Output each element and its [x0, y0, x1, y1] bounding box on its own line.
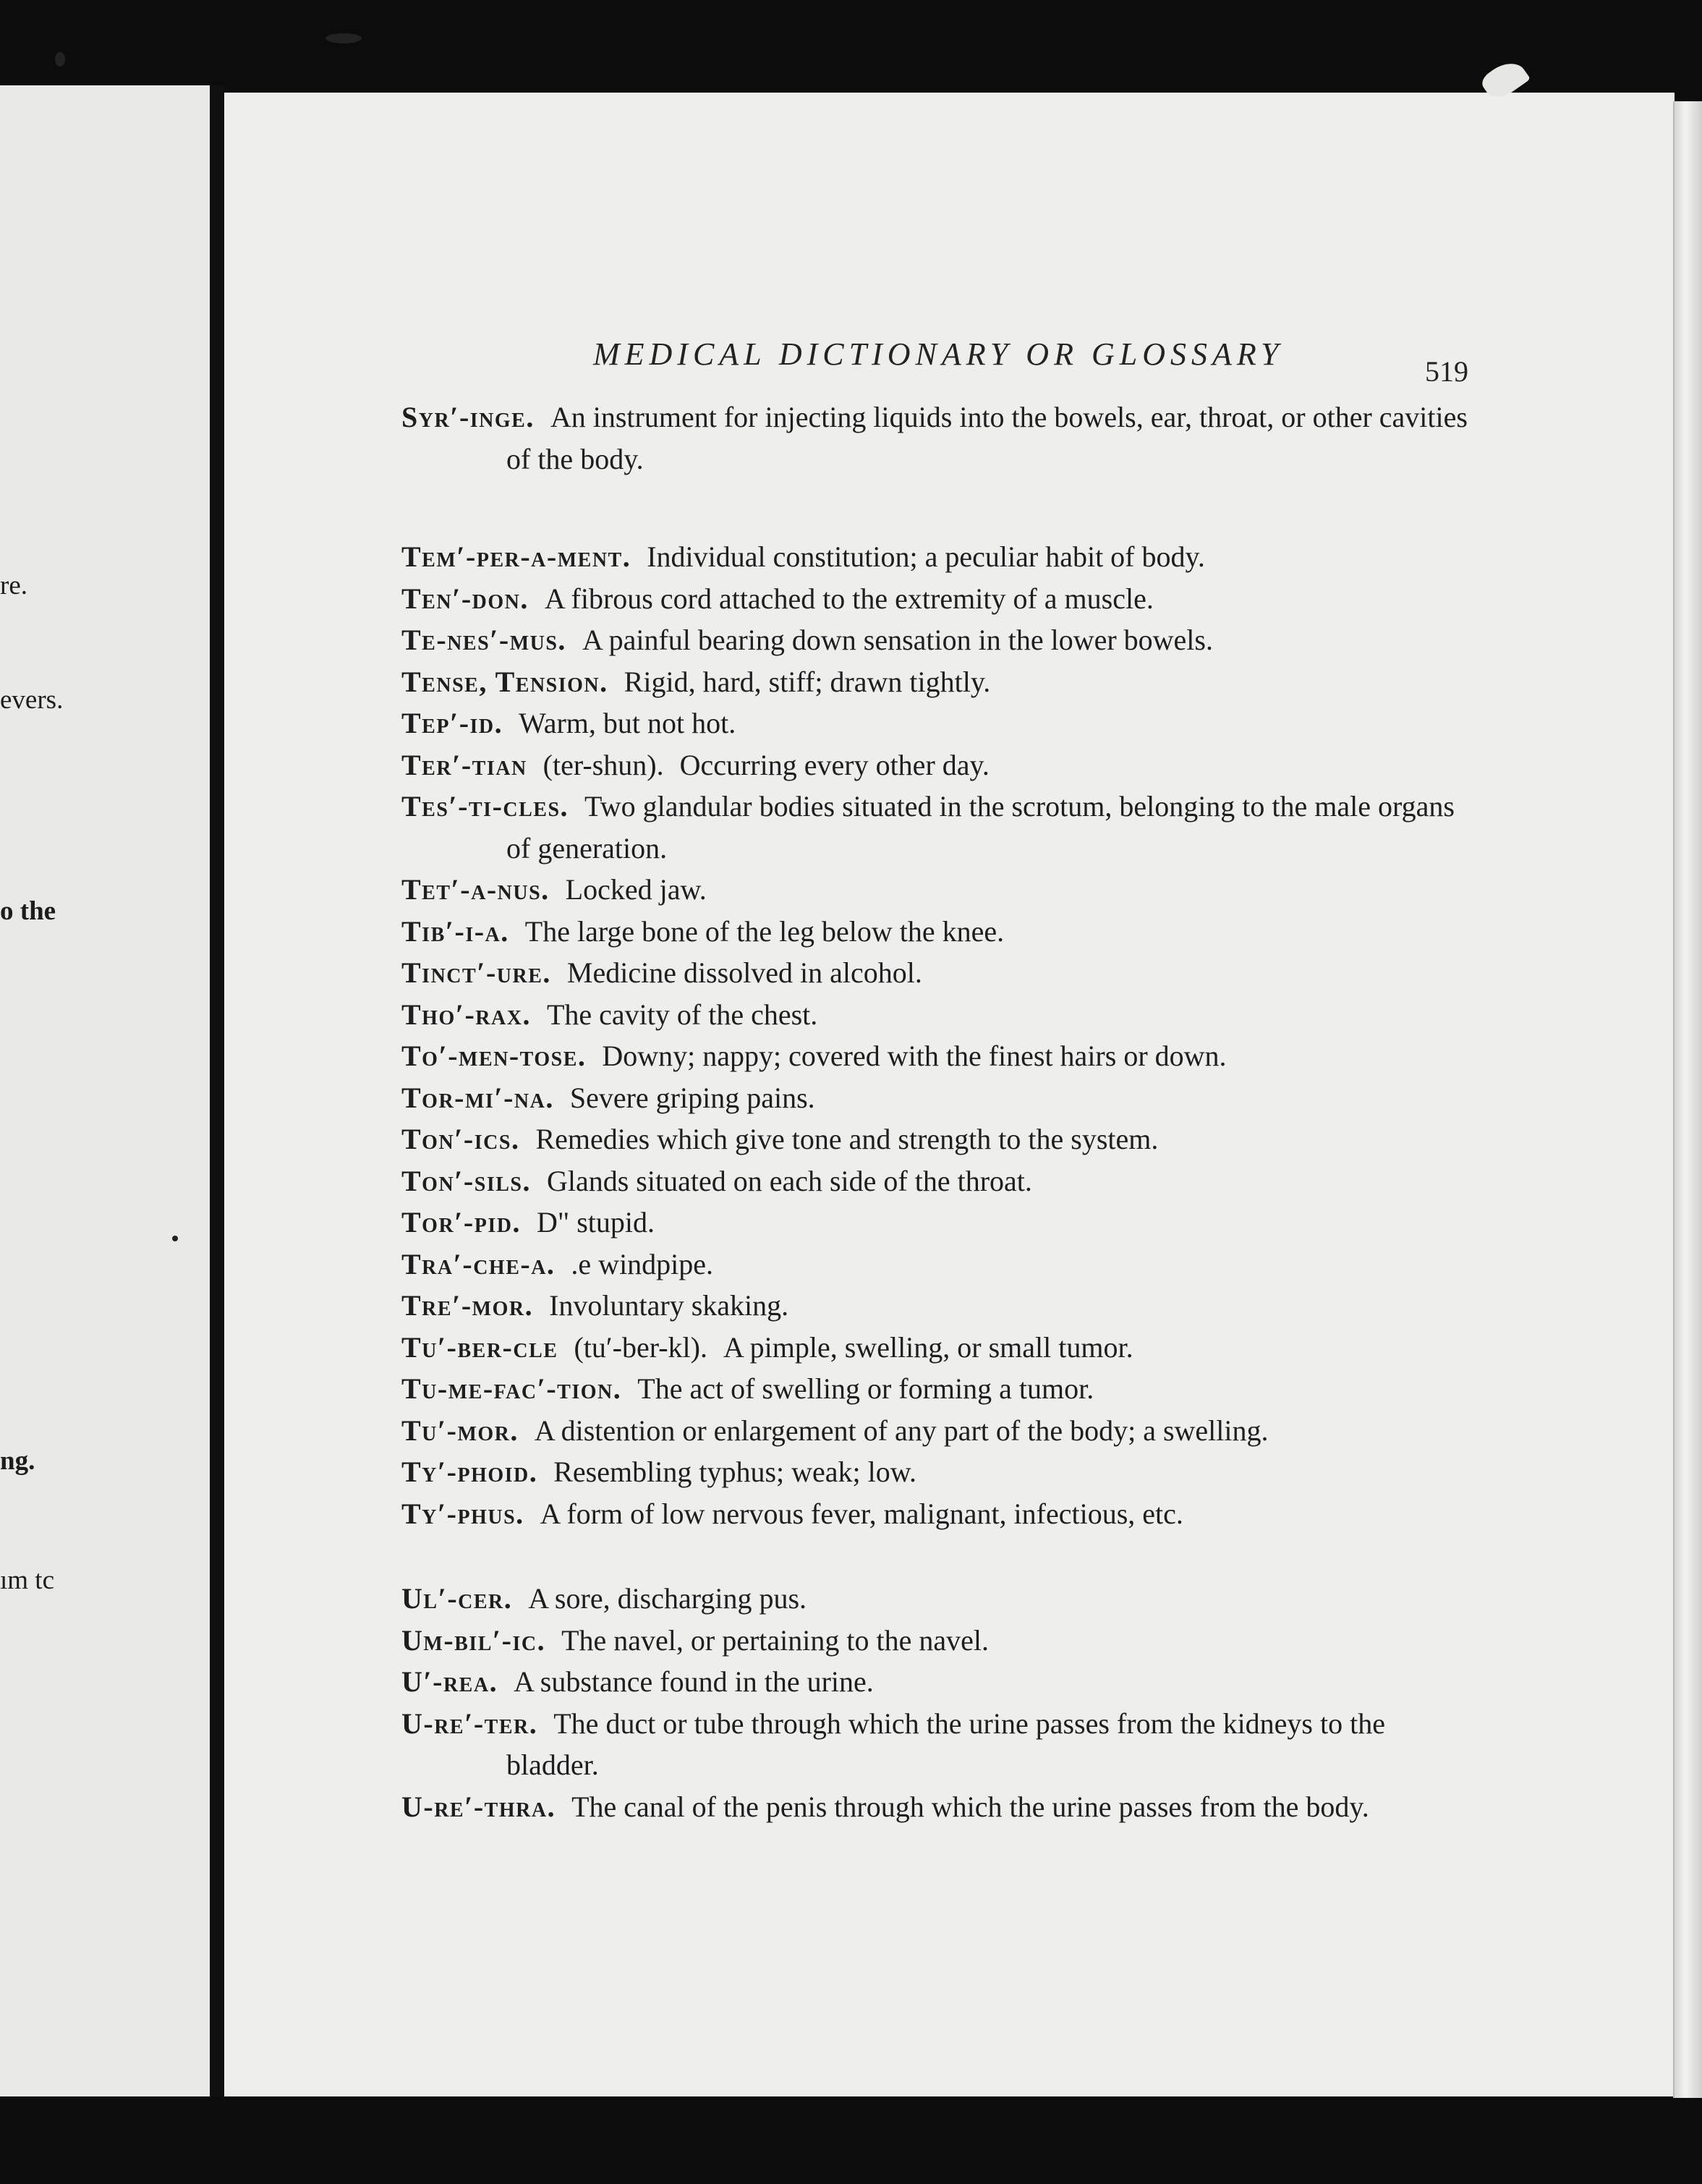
- page-edge: [1673, 101, 1702, 2098]
- headword: Ter′-tian: [401, 748, 527, 781]
- glossary-entry: [401, 744, 1472, 786]
- headword: U′-rea.: [401, 1665, 498, 1698]
- prev-page-fragment: o the: [0, 896, 56, 926]
- definition: A distention or enlargement of any part of the body; a swelling.: [534, 1414, 1269, 1447]
- glossary-entry: [401, 661, 1472, 703]
- headword: Tet′-a-nus.: [401, 873, 550, 906]
- definition: D" stupid.: [536, 1206, 655, 1238]
- headword: Tense, Tension.: [401, 665, 608, 698]
- headword: Um-bil′-ic.: [401, 1623, 546, 1657]
- definition: An instrument for injecting liquids into the bowels, ear, throat, or other cavities of the body.: [506, 401, 1468, 475]
- definition: Resembling typhus; weak; low.: [553, 1456, 917, 1488]
- scan-speck: [325, 33, 362, 43]
- headword: U-re′-ter.: [401, 1707, 538, 1740]
- glossary-entry: [401, 1493, 1472, 1535]
- section-break: [401, 1534, 1472, 1578]
- definition: A form of low nervous fever, malignant, infectious, etc.: [540, 1497, 1183, 1530]
- definition: A substance found in the urine.: [514, 1665, 874, 1698]
- glossary-entry: [401, 619, 1472, 661]
- scan-speck: [172, 1236, 178, 1241]
- book-spine: [210, 85, 224, 2096]
- definition: Locked jaw.: [565, 873, 707, 906]
- definition: Involuntary skaking.: [549, 1289, 789, 1322]
- definition: .e windpipe.: [571, 1247, 714, 1280]
- pronunciation: (ter-shun).: [542, 748, 664, 781]
- headword: Tra′-che-a.: [401, 1247, 556, 1280]
- glossary-entry: [401, 786, 1472, 869]
- headword: To′-men-tose.: [401, 1040, 587, 1072]
- glossary-entry: [401, 396, 1472, 480]
- headword: Tho′-rax.: [401, 998, 531, 1031]
- headword: Syr′-inge.: [401, 401, 535, 433]
- headword: Tor-mi′-na.: [401, 1081, 554, 1114]
- glossary-entry: [401, 1035, 1472, 1077]
- glossary-entries: [401, 396, 1472, 1827]
- glossary-entry: [401, 1410, 1472, 1452]
- headword: Ty′-phus.: [401, 1497, 524, 1530]
- glossary-entry: [401, 1118, 1472, 1160]
- headword: Tu-me-fac′-tion.: [401, 1372, 622, 1405]
- glossary-entry: [401, 952, 1472, 994]
- glossary-entry: [401, 1578, 1472, 1620]
- glossary-entry: [401, 578, 1472, 620]
- definition: A sore, discharging pus.: [528, 1582, 807, 1615]
- prev-page-fragment: evers.: [0, 685, 64, 715]
- definition: The act of swelling or forming a tumor.: [637, 1372, 1094, 1405]
- section-break: [401, 480, 1472, 536]
- definition: Warm, but not hot.: [519, 707, 736, 739]
- headword: Te-nes′-mus.: [401, 624, 566, 656]
- headword: Tu′-mor.: [401, 1414, 519, 1447]
- glossary-entry: [401, 1786, 1472, 1828]
- running-head: MEDICAL DICTIONARY OR GLOSSARY: [593, 336, 1284, 372]
- headword: Tib′-i-a.: [401, 914, 509, 948]
- glossary-entry: [401, 1661, 1472, 1703]
- glossary-entry: [401, 1160, 1472, 1202]
- definition: The navel, or pertaining to the navel.: [561, 1623, 989, 1657]
- definition: Downy; nappy; covered with the finest hairs or down.: [602, 1040, 1227, 1072]
- headword: Tem′-per-a-ment.: [401, 540, 631, 573]
- headword: Ten′-don.: [401, 582, 529, 615]
- headword: Ul′-cer.: [401, 1582, 513, 1615]
- definition: Severe griping pains.: [569, 1081, 815, 1114]
- glossary-entry: [401, 994, 1472, 1036]
- definition: The canal of the penis through which the urine passes from the body.: [571, 1790, 1369, 1823]
- headword: Tinct′-ure.: [401, 956, 551, 989]
- definition: A painful bearing down sensation in the lower bowels.: [582, 624, 1213, 656]
- definition: Glands situated on each side of the throat.: [546, 1164, 1032, 1197]
- glossary-entry: [401, 1451, 1472, 1493]
- headword: Tu′-ber-cle: [401, 1330, 558, 1364]
- headword: Ton′-sils.: [401, 1164, 531, 1197]
- glossary-entry: [401, 869, 1472, 911]
- definition: The duct or tube through which the urine passes from the kidneys to the bladder.: [506, 1707, 1385, 1781]
- glossary-entry: [401, 702, 1472, 744]
- headword: U-re′-thra.: [401, 1790, 556, 1823]
- definition: The cavity of the chest.: [546, 998, 818, 1031]
- definition: Remedies which give tone and strength to the system.: [535, 1123, 1159, 1155]
- glossary-entry: [401, 1703, 1472, 1786]
- scan-speck: [55, 52, 65, 67]
- definition: Individual constitution; a peculiar habit of body.: [647, 540, 1205, 573]
- glossary-entry: [401, 1244, 1472, 1286]
- definition: A fibrous cord attached to the extremity of a muscle.: [544, 582, 1154, 615]
- definition: Occurring every other day.: [679, 748, 990, 781]
- pronunciation: (tu′-ber-kl).: [574, 1330, 707, 1364]
- glossary-entry: [401, 1077, 1472, 1119]
- glossary-entry: [401, 1368, 1472, 1410]
- glossary-entry: [401, 1620, 1472, 1662]
- headword: Ton′-ics.: [401, 1123, 520, 1155]
- previous-page: [0, 85, 210, 2096]
- headword: Tes′-ti-cles.: [401, 790, 569, 823]
- glossary-entry: [401, 911, 1472, 953]
- headword: Tor′-pid.: [401, 1206, 521, 1238]
- glossary-entry: [401, 536, 1472, 578]
- glossary-entry: [401, 1285, 1472, 1327]
- prev-page-fragment: ım tc: [0, 1565, 55, 1595]
- definition: Rigid, hard, stiff; drawn tightly.: [624, 665, 991, 698]
- definition: Two glandular bodies situated in the scrotum, belonging to the male organs of generation.: [506, 790, 1455, 864]
- glossary-entry: [401, 1327, 1472, 1369]
- headword: Tre′-mor.: [401, 1289, 534, 1322]
- prev-page-fragment: re.: [0, 571, 27, 600]
- glossary-entry: [401, 1202, 1472, 1244]
- headword: Ty′-phoid.: [401, 1456, 538, 1488]
- headword: Tep′-id.: [401, 707, 503, 739]
- definition: Medicine dissolved in alcohol.: [566, 956, 922, 989]
- page-number: 519: [1425, 355, 1468, 388]
- definition: A pimple, swelling, or small tumor.: [723, 1330, 1133, 1364]
- definition: The large bone of the leg below the knee.: [524, 914, 1005, 948]
- prev-page-fragment: ng.: [0, 1446, 35, 1476]
